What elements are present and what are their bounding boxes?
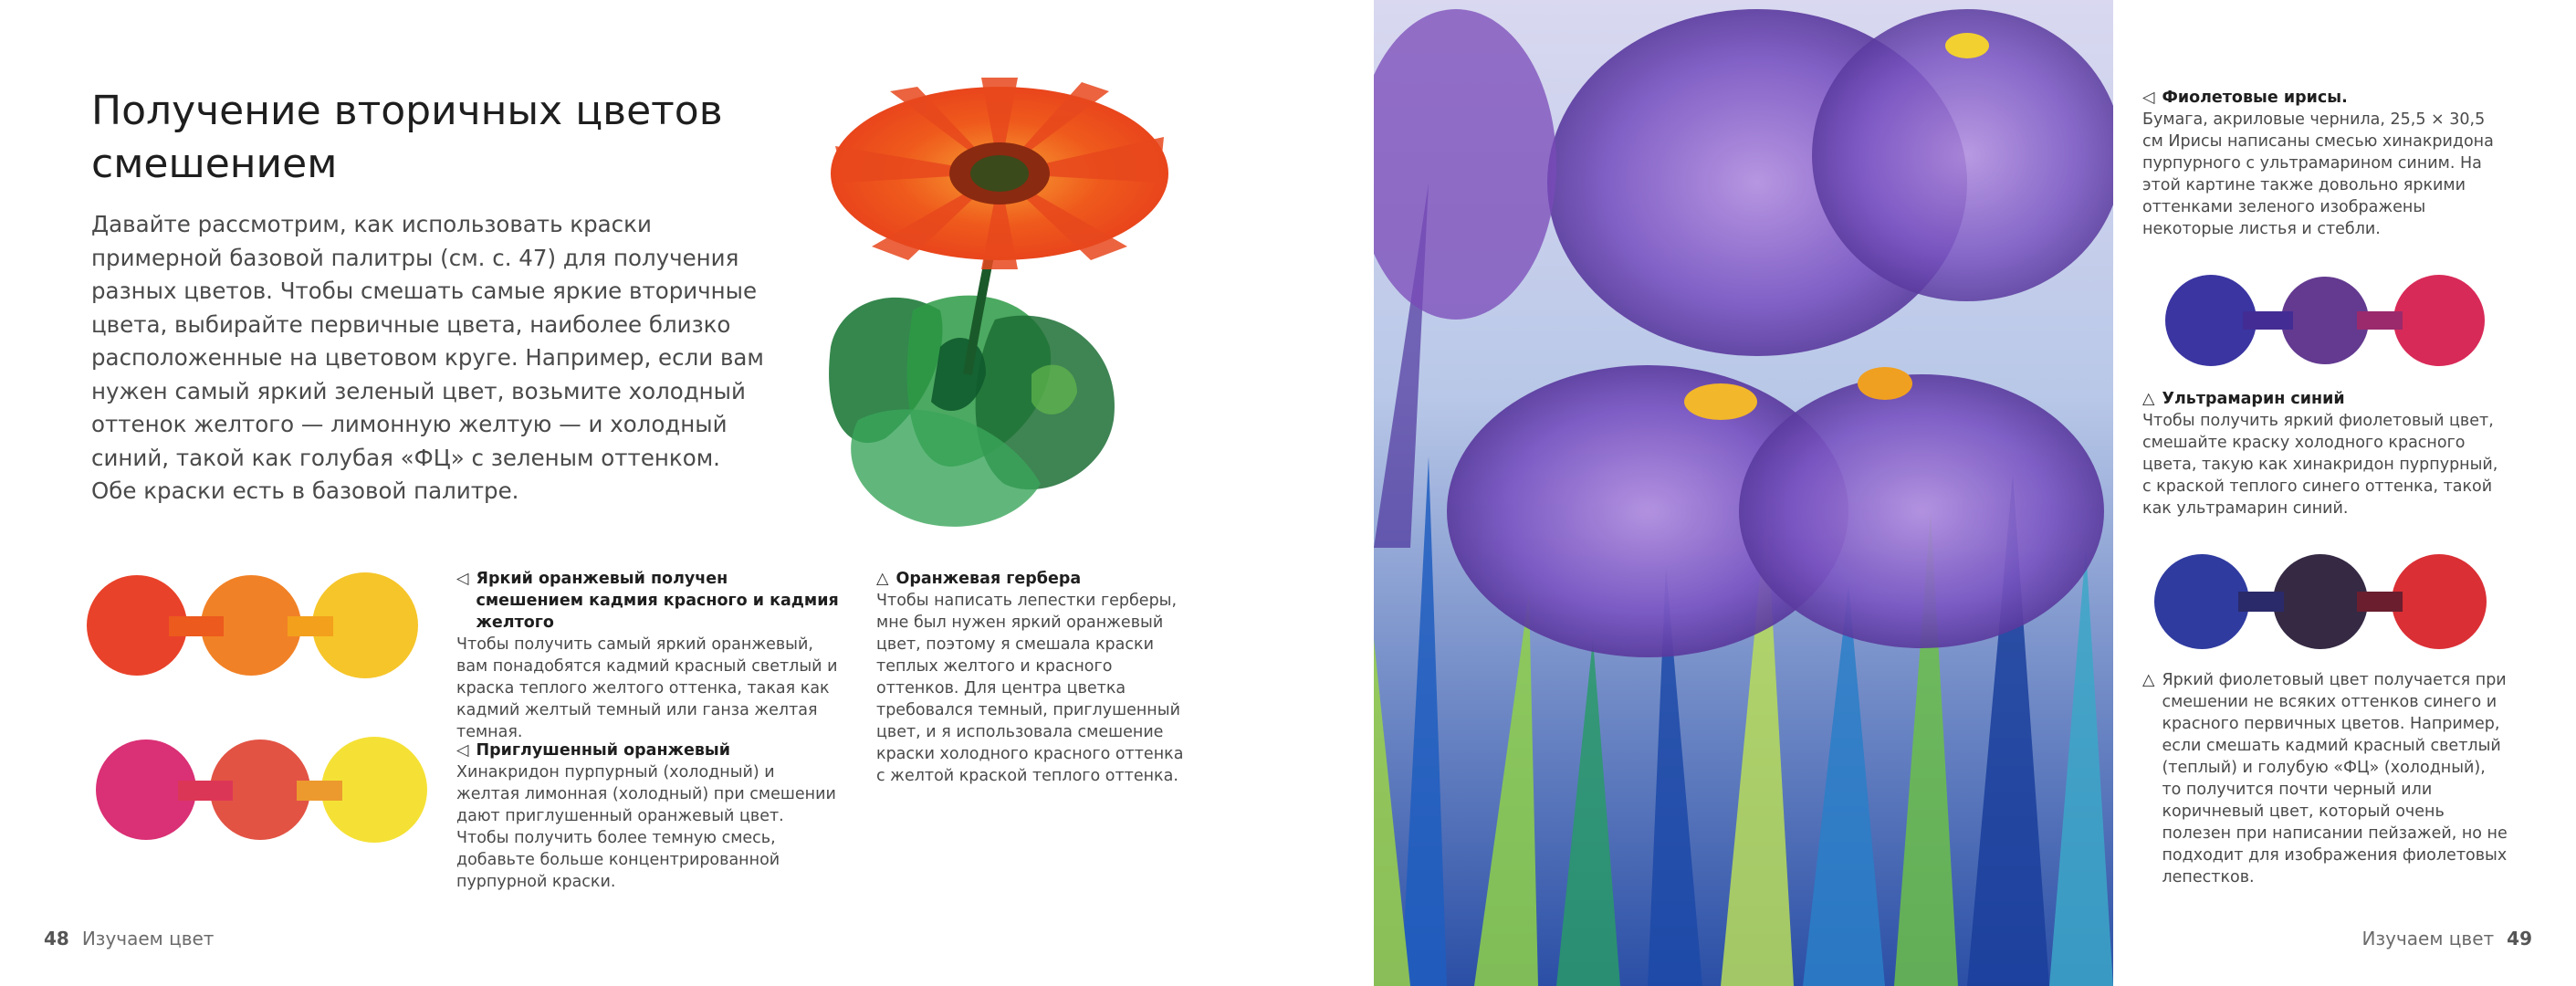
intro-paragraph: Давайте рассмотрим, как использовать краски примерной базовой палитры (см. с. 47) для получения разных цветов. Чтобы смешать самые яркие вторичные цвета, выбирайте первичные цвета, наиболее близко расположенные на цветовом круге. Например, если вам нужен самый яркий зеленый цвет, возьмите холодный оттенок желтого — лимонную желтую — и холодный синий, такой как голубая «ФЦ» с зеленым оттенком. Обе краски есть в базовой палитре. — [91, 211, 764, 504]
left-triangle-icon: ◁ — [456, 570, 469, 588]
caption-body: Чтобы получить самый яркий оранжевый, вам понадобятся кадмий красный светлый и краска теплого желтого оттенка, такая как кадмий желтый темный или ганза желтая темная. — [456, 635, 838, 741]
up-triangle-icon: △ — [2142, 390, 2155, 408]
up-triangle-icon: △ — [2142, 671, 2155, 689]
page-title: Получение вторичных цветов смешением — [91, 88, 723, 187]
right-page — [1374, 0, 2576, 986]
flower-head-shape — [831, 78, 1168, 269]
muted-orange-swatch — [91, 730, 438, 849]
caption-heading: Оранжевая гербера — [895, 570, 1082, 588]
bright-violet-caption — [2142, 669, 2508, 888]
caption-body: Яркий фиолетовый цвет получается при смешении не всяких оттенков синего и красного первичных цветов. Например, если смешать кадмий красный светлый (теплый) и голубую «ФЦ» (холодный), то получится почти черный или коричневый цвет, который очень полезен при написании пейзажей, но не подходит для изображения фиолетовых лепестков. — [2162, 671, 2508, 886]
caption-body: Чтобы написать лепестки герберы, мне был нужен яркий оранжевый цвет, поэтому я смешала краски теплых желтого и красного оттенков. Для центра цветка требовался темный, приглушенный цвет, и я использовала смешение краски холодного красного оттенка с желтой краской теплого оттенка. — [876, 592, 1184, 785]
bright-orange-caption — [456, 568, 840, 743]
muted-orange-caption — [456, 740, 840, 893]
caption-heading: Фиолетовые ирисы. — [2162, 89, 2348, 107]
caption-body: Хинакридон пурпурный (холодный) и желтая лимонная (холодный) при смешении дают приглушенный оранжевый цвет. Чтобы получить более темную смесь, добавьте больше концентрированной пурпурной краски. — [456, 763, 836, 891]
right-folio — [2362, 928, 2532, 949]
left-triangle-icon: ◁ — [2142, 89, 2155, 107]
gerbera-painting — [803, 73, 1196, 548]
up-triangle-icon: △ — [876, 570, 889, 588]
running-head: Изучаем цвет — [81, 928, 215, 949]
caption-heading: Приглушенный оранжевый — [476, 741, 730, 760]
left-folio — [44, 928, 214, 949]
caption-heading: Яркий оранжевый получен смешением кадмия красного и кадмия желтого — [476, 570, 839, 632]
iris-painting — [1374, 0, 2113, 986]
page-number: 48 — [44, 928, 69, 949]
dark-mix-swatch — [2152, 548, 2489, 656]
gerbera-caption — [876, 568, 1187, 787]
left-triangle-icon: ◁ — [456, 741, 469, 760]
ultramarine-caption — [2142, 388, 2508, 519]
page-number: 49 — [2507, 928, 2532, 949]
bright-orange-swatch — [82, 566, 429, 685]
running-head: Изучаем цвет — [2361, 928, 2495, 949]
irises-caption — [2142, 87, 2508, 240]
violet-swatch — [2161, 270, 2489, 371]
caption-heading: Ультрамарин синий — [2162, 390, 2345, 408]
caption-body: Бумага, акриловые чернила, 25,5 × 30,5 см Ирисы написаны смесью хинакридона пурпурного с ультрамарином синим. На этой картине также довольно яркими оттенками зеленого изображены некоторые листья и стебли. — [2142, 110, 2494, 238]
caption-body: Чтобы получить яркий фиолетовый цвет, смешайте краску холодного красного цвета, такую как хинакридон пурпурный, с краской теплого синего оттенка, такой как ультрамарин синий. — [2142, 412, 2498, 518]
